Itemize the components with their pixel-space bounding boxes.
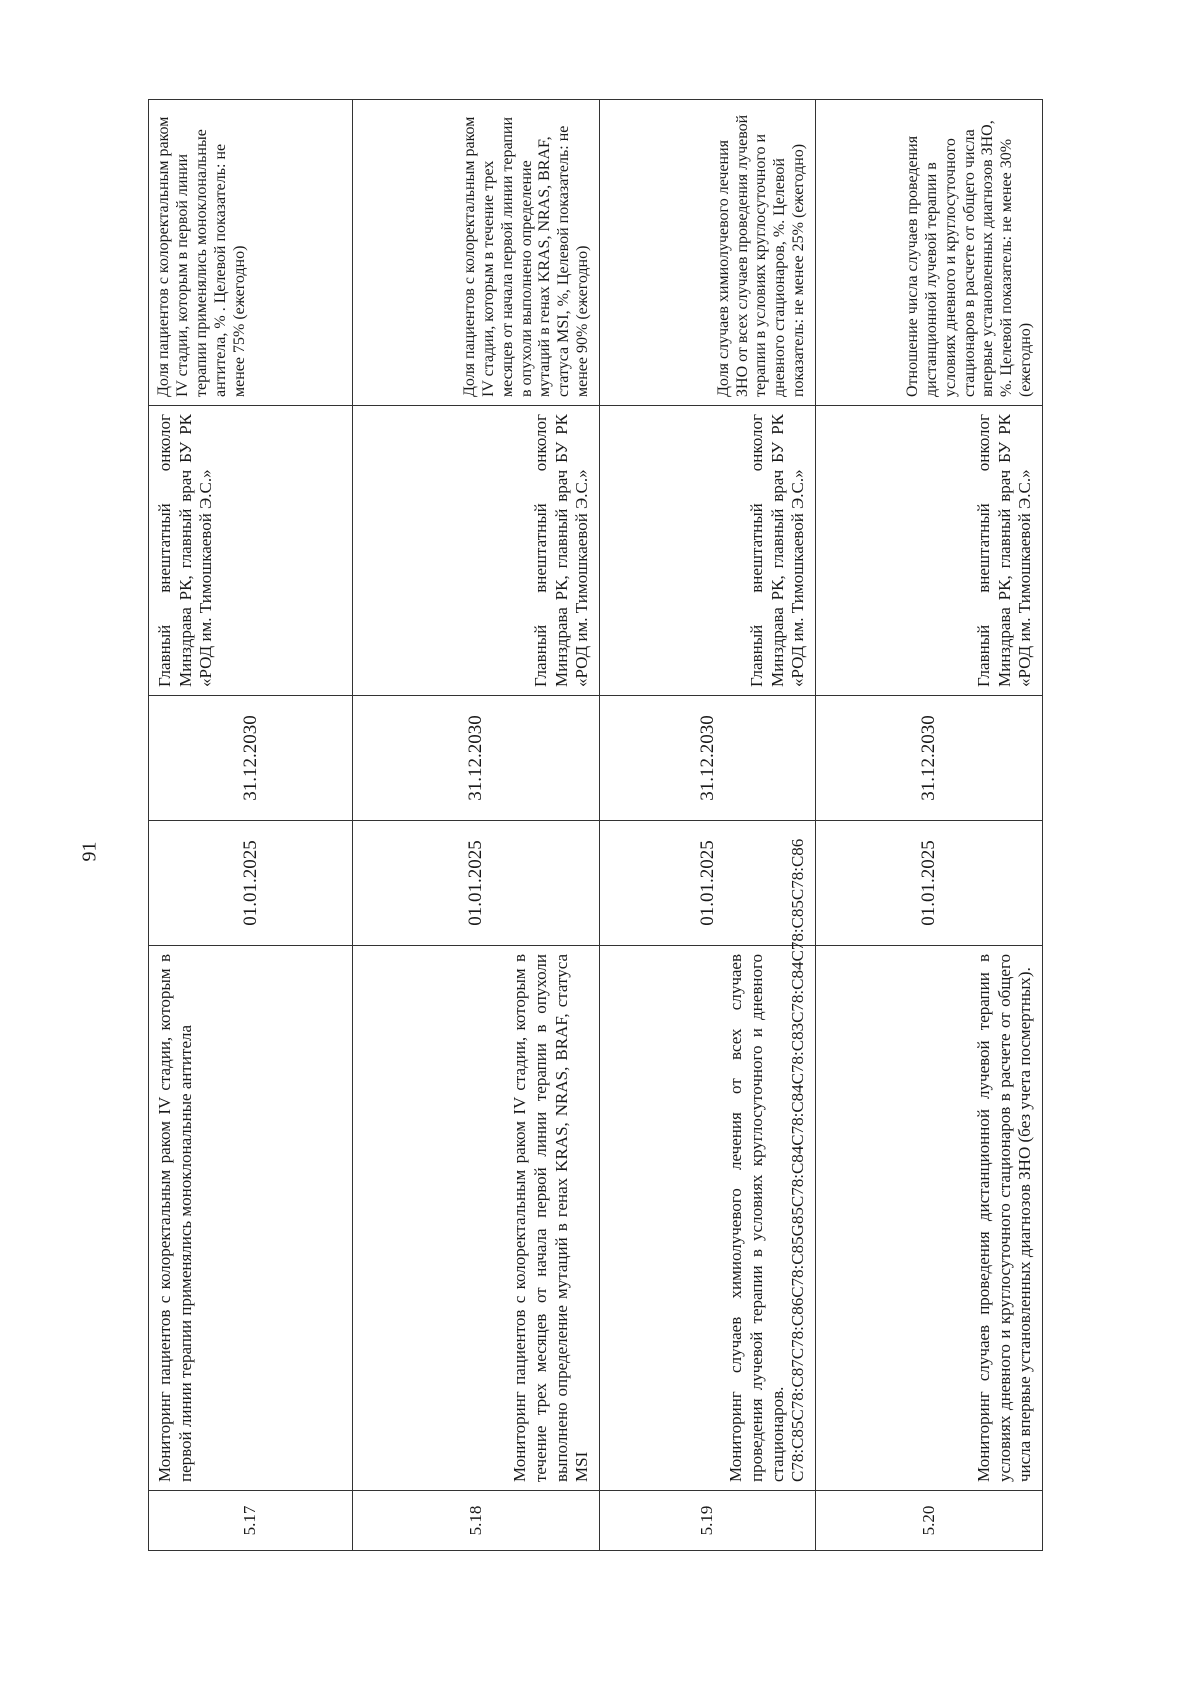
table-row [816, 100, 1043, 1551]
indicator-cell: Доля пациентов с колоректальным раком IV стадии, которым в течение трех месяцев от начала первой линии терапии в опухоли выполнено определение мутаций в генах KRAS, NRAS, BRAF, статуса MSI, %, Целевой показатель: не менее 90% (ежегодно) [353, 100, 600, 406]
table-row [353, 100, 600, 1551]
start-date-cell: 01.01.2025 [816, 821, 1043, 946]
rotated-table-container [148, 100, 1042, 1551]
responsible-cell: Главный внештатный онколог Минздрава РК, главный врач БУ РК «РОД им. Тимошкаевой Э.С.» [816, 406, 1043, 696]
activity-cell: Мониторинг пациентов с колоректальным раком IV стадии, которым в первой линии терапии применялись моноклональные антитела [149, 946, 353, 1491]
row-number: 5.18 [353, 1491, 600, 1551]
end-date-cell: 31.12.2030 [600, 696, 816, 821]
indicator-cell: Отношение числа случаев проведения дистанционной лучевой терапии в условиях дневного и круглосуточного стационаров в расчете от общего числа впервые установленных диагнозов ЗНО, %. Целевой показатель: не менее 30% (ежегодно) [816, 100, 1043, 406]
start-date-cell: 01.01.2025 [600, 821, 816, 946]
page-number: 91 [78, 841, 101, 862]
start-date-cell: 01.01.2025 [353, 821, 600, 946]
end-date-cell: 31.12.2030 [353, 696, 600, 821]
activity-cell: Мониторинг случаев химиолучевого лечения от всех случаев проведения лучевой терапии в условиях круглосуточного и дневного стационаров. С78:С85С78:С87С78:С86С78:С85G85С78:С84С78:С84С78:С83С78:С84С78:С85С78:С86 [600, 946, 816, 1491]
end-date-cell: 31.12.2030 [149, 696, 353, 821]
activity-cell: Мониторинг случаев проведения дистанционной лучевой терапии в условиях дневного и круглосуточного стационаров в расчете от общего числа впервые установленных диагнозов ЗНО (без учета посмертных). [816, 946, 1043, 1491]
indicator-cell: Доля случаев химиолучевого лечения ЗНО от всех случаев проведения лучевой терапии в условиях круглосуточного и дневного стационаров, %. Целевой показатель: не менее 25% (ежегодно) [600, 100, 816, 406]
activity-cell: Мониторинг пациентов с колоректальным раком IV стадии, которым в течение трех месяцев от начала первой линии терапии в опухоли выполнено определение мутаций в генах KRAS, NRAS, BRAF, статуса MSI [353, 946, 600, 1491]
responsible-cell: Главный внештатный онколог Минздрава РК, главный врач БУ РК «РОД им. Тимошкаевой Э.С.» [149, 406, 353, 696]
end-date-cell: 31.12.2030 [816, 696, 1043, 821]
table-row [600, 100, 816, 1551]
indicator-cell: Доля пациентов с колоректальным раком IV стадии, которым в первой линии терапии применялись моноклональные антитела, % . Целевой показатель: не менее 75% (ежегодно) [149, 100, 353, 406]
start-date-cell: 01.01.2025 [149, 821, 353, 946]
responsible-cell: Главный внештатный онколог Минздрава РК, главный врач БУ РК «РОД им. Тимошкаевой Э.С.» [353, 406, 600, 696]
row-number: 5.17 [149, 1491, 353, 1551]
row-number: 5.19 [600, 1491, 816, 1551]
responsible-cell: Главный внештатный онколог Минздрава РК, главный врач БУ РК «РОД им. Тимошкаевой Э.С.» [600, 406, 816, 696]
measures-table [148, 99, 1043, 1551]
table-row [149, 100, 353, 1551]
row-number: 5.20 [816, 1491, 1043, 1551]
